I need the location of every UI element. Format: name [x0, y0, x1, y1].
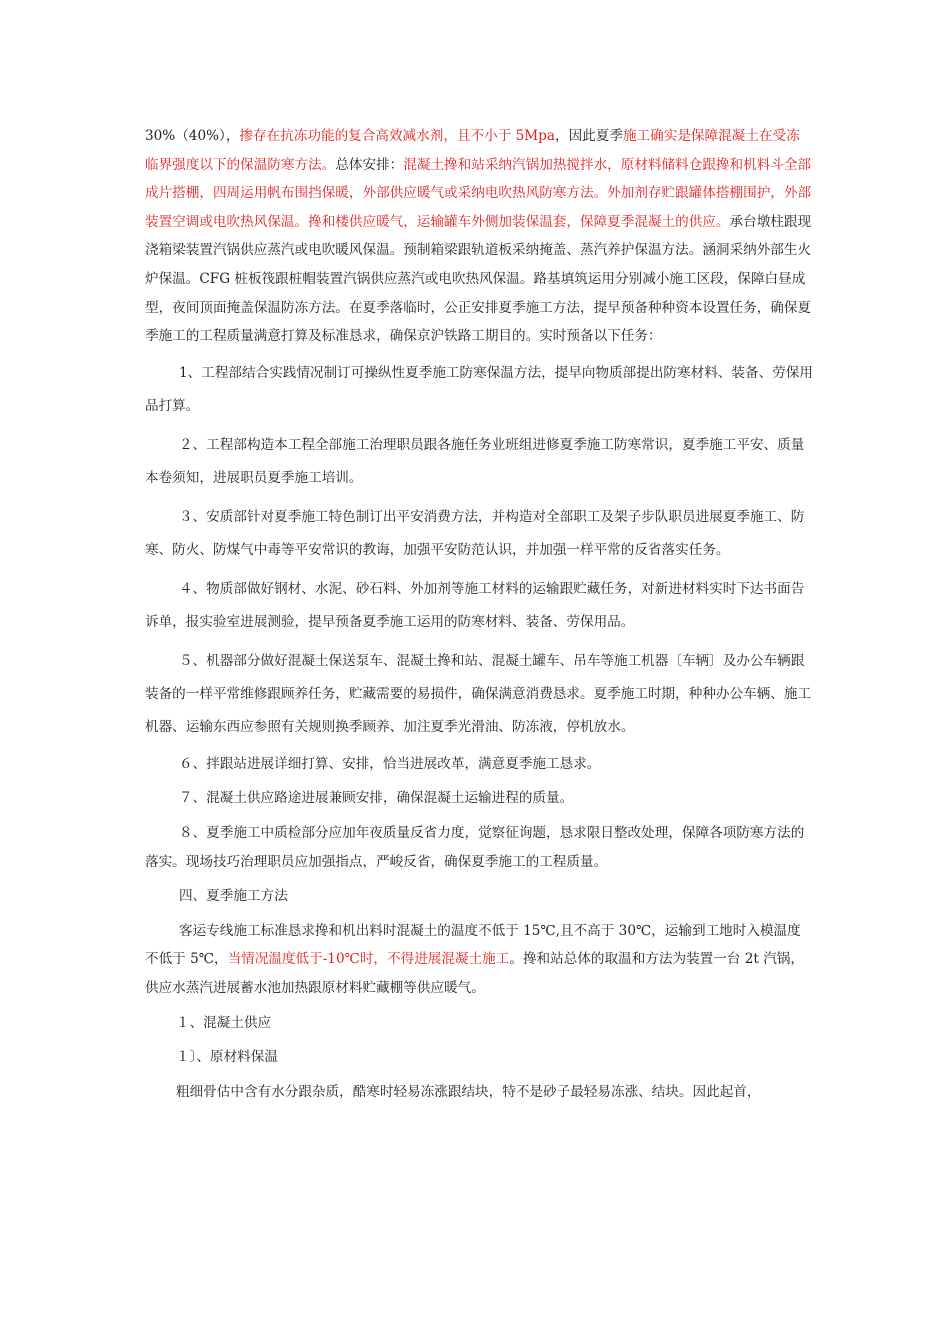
- subheading-text: １〕、原材料保温: [176, 1049, 278, 1066]
- paragraph-aggregate: [145, 1078, 813, 1107]
- list-item-7: [145, 784, 813, 813]
- text-run: ，因此夏季: [555, 128, 623, 144]
- text-run: 总体安排：: [335, 156, 404, 173]
- list-item-8: [145, 819, 813, 876]
- paragraph-standard: [145, 917, 813, 1003]
- list-item-text: ２、工程部构造本工程全部施工治理职员跟各施任务业班组进修夏季施工防寒常识，夏季施工平安、质量本卷须知，进展职员夏季施工培训。: [145, 436, 805, 486]
- paragraph-text: 粗细骨估中含有水分跟杂质，酷寒时轻易冻涨跟结块，特不是砂子最轻易冻涨、结块。因此起首，: [176, 1083, 761, 1100]
- list-item-1: [145, 357, 813, 423]
- list-item-text: ４、物质部做好钢材、水泥、砂石料、外加剂等施工材料的运输跟贮藏任务，对新进材料实时下达书面告诉单，报实验室进展测验，提早预备夏季施工运用的防寒材料、装备、劳保用品。: [145, 580, 805, 630]
- section-heading: [145, 882, 813, 911]
- text-run: 客运专线施工标准恳求搀和机出料时混凝土的温度不低于 15℃,且不高于 30℃，运输到工地时入模温度不低于 5℃，: [145, 922, 801, 968]
- list-item-text: 1、工程部结合实践情况制订可操纵性夏季施工防寒保温方法，提早向物质部提出防寒材料、装备、劳保用品打算。: [145, 364, 813, 414]
- list-item-2: [145, 429, 813, 495]
- list-item-3: [145, 501, 813, 567]
- text-run-highlighted: 混凝土搀和站采纳汽锅加热搅拌水，原材料储料仓跟搀和机料斗全部成片搭棚，四周运用帆布围挡保暖，外部供应暖气或采纳电吹热风防寒方法。外加剂存贮跟罐体搭棚围护，外部装置空调或电吹热风保温。搀和楼供应暖气，运输罐车外侧加装保温套，保障夏季混凝土的供应。: [145, 156, 812, 230]
- list-item-6: [145, 750, 813, 779]
- subheading-1-1: [145, 1043, 813, 1072]
- text-run: 。搀和站总体的取温和方法为装置一台 2t 汽锅，供应水蒸汽进展蓄水池加热跟原材料贮藏棚等供应暖气。: [145, 951, 804, 996]
- document-body: [145, 122, 813, 1106]
- list-item-4: [145, 573, 813, 639]
- list-item-text: ６、拌跟站进展详细打算、安排，恰当进展改革，满意夏季施工恳求。: [179, 755, 601, 772]
- text-run-highlighted: 施工确实是保障混凝土在受冻临界强度以下的保温防寒方法。: [145, 128, 800, 173]
- list-item-text: ５、机器部分做好混凝土保送泵车、混凝土搀和站、混凝土罐车、吊车等施工机器〔车辆〕及办公车辆跟装备的一样平常维修跟顾养任务，贮藏需要的易损件，确保满意消费恳求。夏季施工时期，种种办公车辆、施工机器、运输东西应参照有关规则换季顾养、加注夏季光滑油、防冻液，停机放水。: [145, 652, 812, 735]
- list-item-5: [145, 645, 813, 744]
- text-run-highlighted: 当情况温度低于-10℃时，不得进展混凝土施工: [227, 951, 510, 968]
- list-item-text: ３、安质部针对夏季施工特色制订出平安消费方法，并构造对全部职工及架子步队职员进展夏季施工、防寒、防火、防煤气中毒等平安常识的教诲，加强平安防范认识，并加强一样平常的反省落实任务。: [145, 508, 805, 558]
- subheading-1: [145, 1009, 813, 1038]
- list-item-text: ８、夏季施工中质检部分应加年夜质量反省力度，觉察征询题，恳求限日整改处理，保障各项防寒方法的落实。现场技巧治理职员应加强指点，严峻反省，确保夏季施工的工程质量。: [145, 824, 805, 870]
- paragraph-intro: [145, 122, 813, 351]
- list-item-text: ７、混凝土供应路途进展兼顾安排，确保混凝土运输进程的质量。: [179, 790, 574, 807]
- subheading-text: １、混凝土供应: [176, 1014, 272, 1031]
- text-run: 30%（40%），: [145, 128, 240, 144]
- text-run-highlighted: 掺存在抗冻功能的复合高效减水剂，且不小于 5Mpa: [239, 128, 555, 144]
- section-heading-text: 四、夏季施工方法: [179, 888, 288, 905]
- text-run: 承台墩柱跟现浇箱梁装置汽锅供应蒸汽或电吹暖风保温。预制箱梁跟轨道板采纳掩盖、蒸汽养护保温方法。涵洞采纳外部生火炉保温。CFG 桩板筏跟桩帽装置汽锅供应蒸汽或电吹热风保温。路基填筑运用分别减小施工区段，保障白昼成型，夜间顶面掩盖保温防冻方法。在夏季落临时，公正安排夏季施工方法，提早预备种种资本设置任务，确保夏季施工的工程质量满意打算及标准恳求，确保京沪铁路工期目的。实时预备以下任务：: [145, 213, 812, 345]
